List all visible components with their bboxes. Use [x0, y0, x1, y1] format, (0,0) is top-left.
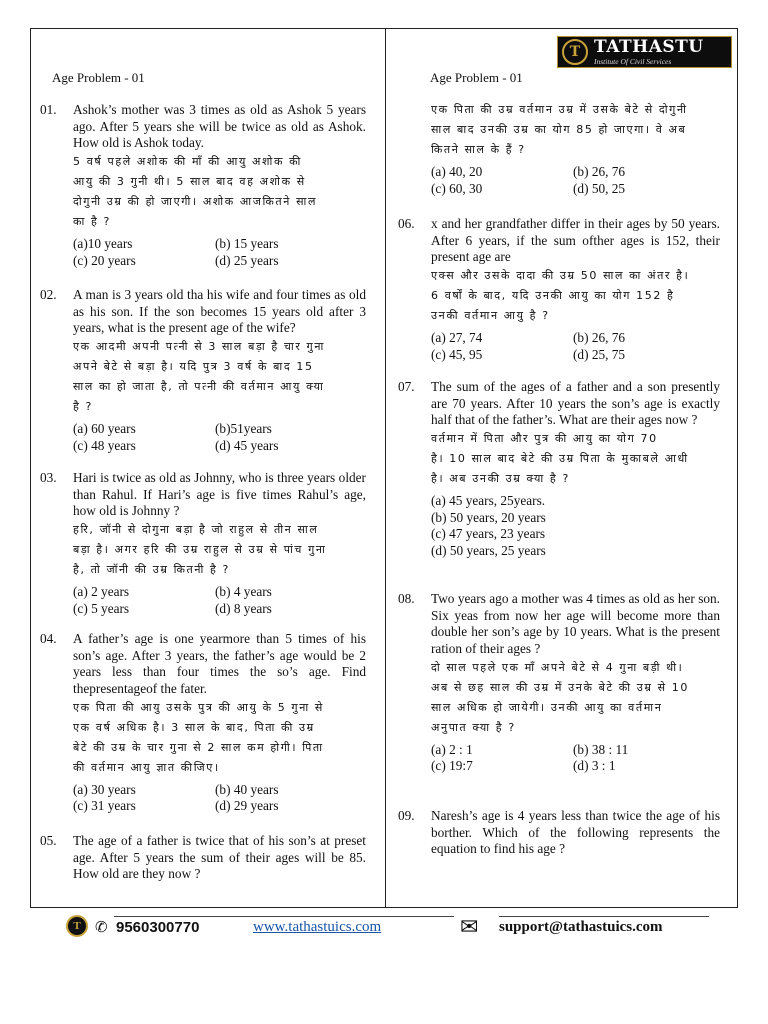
option-a: (a)10 years [73, 236, 133, 252]
question-text-hi: एक आदमी अपनी पत्नी से 3 साल बड़ा है चार गुना अपने बेटे से बड़ा है। यदि पुत्र 3 वर्ष के बाद 15 साल का हो जाता है, तो पत्नी की वर्तमान आयु क्या है ? [73, 340, 325, 414]
options-list [431, 742, 720, 775]
option-c: (c) 60, 30 [431, 180, 483, 196]
question-05 [40, 833, 366, 883]
question-text-en: Hari is twice as old as Johnny, who is three years older than Rahul. If Hari’s age is five times Rahul’s age, how old is Johnny ? [73, 470, 366, 519]
question-text-hi: एक पिता की आयु उसके पुत्र की आयु के 5 गुना से एक वर्ष अधिक है। 3 साल के बाद, पिता की उम्र बेटे की उम्र के चार गुना से 2 साल कम होगी। पिता की वर्तमान आयु ज्ञात कीजिए। [73, 700, 324, 774]
footer-email[interactable]: support@tathastuics.com [499, 919, 663, 935]
option-d: (d) 50 years, 25 years [431, 542, 546, 558]
option-a: (a) 60 years [73, 421, 136, 437]
question-06 [398, 216, 720, 363]
question-number: 05. [40, 833, 57, 848]
question-text-hi: दो साल पहले एक माँ अपने बेटे से 4 गुना बड़ी थी। अब से छह साल की उम्र में उनके बेटे की उम्र से 10 साल अधिक हो जायेगी। उनकी आयु का वर्तमान अनुपात क्या है ? [431, 660, 689, 734]
question-text-hi: एक्स और उसके दादा की उम्र 50 साल का अंतर है। 6 वर्षों के बाद, यदि उनकी आयु का योग 152 है उनकी वर्तमान आयु है ? [431, 269, 690, 323]
option-d: (d) 50, 25 [573, 180, 626, 196]
option-a: (a) 45 years, 25years. [431, 493, 546, 509]
question-number: 08. [398, 591, 415, 606]
question-07 [398, 379, 720, 559]
option-b: (b) 38 : 11 [573, 741, 629, 757]
question-09 [398, 808, 720, 858]
left-column-title: Age Problem - 01 [52, 70, 145, 85]
option-a: (a) 30 years [73, 781, 136, 797]
option-c: (c) 31 years [73, 798, 136, 814]
option-b: (b) 15 years [215, 236, 279, 252]
question-text-en: x and her grandfather differ in their ages by 50 years. After 6 years, if the sum ofther ages is 152, their present age are [431, 216, 720, 265]
option-c: (c) 19:7 [431, 758, 473, 774]
question-number: 04. [40, 631, 57, 646]
question-number: 01. [40, 102, 57, 117]
options-list [73, 421, 366, 454]
question-text-hi: 5 वर्ष पहले अशोक की माँ की आयु अशोक की आयु की 3 गुनी थी। 5 साल बाद वह अशोक से दोगुनी उम्र की हो जाएगी। अशोक आजकितने साल का है ? [73, 155, 318, 229]
option-a: (a) 2 : 1 [431, 741, 473, 757]
option-b: (b) 26, 76 [573, 164, 626, 179]
right-column-title: Age Problem - 01 [430, 70, 523, 85]
phone-icon: ✆ [95, 918, 108, 936]
footer-rule-right [499, 916, 709, 917]
envelope-icon: ✉ [460, 915, 479, 940]
question-number: 06. [398, 216, 415, 231]
question-text-en: The age of a father is twice that of his son’s at preset age. After 5 years the sum of their ages will be 85. How old are they now ? [73, 833, 366, 882]
question-text-hi: एक पिता की उम्र वर्तमान उम्र में उसके बेटे से दोगुनी साल बाद उनकी उम्र का योग 85 हो जाएगा। वे अब कितने साल के हैं ? [431, 103, 688, 156]
option-d: (d) 25, 75 [573, 346, 626, 362]
page-footer [62, 912, 712, 944]
column-divider [385, 28, 386, 908]
option-a: (a) 2 years [73, 584, 130, 600]
footer-website-link[interactable]: www.tathastuics.com [253, 919, 382, 935]
option-b: (b) 26, 76 [573, 330, 626, 346]
option-d: (d) 29 years [215, 798, 279, 814]
question-number: 02. [40, 287, 57, 302]
question-number: 03. [40, 470, 57, 485]
option-a: (a) 27, 74 [431, 330, 483, 346]
question-text-hi: हरि, जॉनी से दोगुना बड़ा है जो राहुल से तीन साल बड़ा है। अगर हरि की उम्र राहुल से उम्र से पांच गुना है, तो जॉनी की उम्र कितनी है ? [73, 523, 327, 577]
question-text-en: Naresh’s age is 4 years less than twice the age of his borther. Which of the following represents the equation to find his age ? [431, 808, 720, 857]
footer-logo-icon: T [66, 915, 88, 937]
option-c: (c) 45, 95 [431, 346, 483, 362]
option-c: (c) 47 years, 23 years [431, 526, 546, 542]
logo-emblem-icon: T [562, 39, 588, 65]
option-b: (b) 40 years [215, 781, 279, 797]
question-text-en: The sum of the ages of a father and a son presently are 70 years. After 10 years the son’s age is exactly half that of the father’s. What are their ages now ? [431, 379, 720, 428]
question-03 [40, 470, 366, 617]
question-04 [40, 631, 366, 815]
option-c: (c) 48 years [73, 437, 136, 453]
question-number: 07. [398, 379, 415, 394]
brand-logo [557, 36, 732, 68]
options-list [431, 164, 720, 197]
question-text-en: A father’s age is one yearmore than 5 times of his son’s age. After 3 years, the father’s age would be 2 years less than four times the so’s age. Find thepresentageof the fater. [73, 631, 366, 697]
footer-phone: 9560300770 [116, 919, 200, 936]
option-d: (d) 3 : 1 [573, 758, 616, 774]
option-b: (b) 50 years, 20 years [431, 509, 546, 525]
footer-rule-left [114, 916, 454, 917]
option-b: (b)51years [215, 421, 272, 437]
question-number: 09. [398, 808, 415, 823]
question-text-en: Two years ago a mother was 4 times as old as her son. Six yeas from now her age will become more than double her son’s age by 10 years. What is the present ration of their ages ? [431, 591, 720, 657]
question-text-hi: वर्तमान में पिता और पुत्र की आयु का योग 70 है। 10 साल बाद बेटे की उम्र पिता के मुकाबले आधी है। अब उनकी उम्र क्या है ? [431, 432, 689, 486]
options-list [73, 236, 366, 269]
option-d: (d) 25 years [215, 252, 279, 268]
options-list [431, 493, 720, 559]
option-c: (c) 20 years [73, 252, 136, 268]
question-02 [40, 287, 366, 454]
options-list [73, 584, 366, 617]
question-05-continued [398, 100, 720, 197]
option-c: (c) 5 years [73, 600, 130, 616]
question-text-en: Ashok’s mother was 3 times as old as Ashok 5 years ago. After 5 years she will be twice as old as Ashok. How old is Ashok today. [73, 102, 366, 151]
question-08 [398, 591, 720, 775]
option-d: (d) 45 years [215, 437, 279, 453]
question-text-en: A man is 3 years old tha his wife and four times as old as his son. If the son becomes 15 years old after 3 years, what is the present age of the wife? [73, 287, 366, 336]
option-d: (d) 8 years [215, 600, 272, 616]
brand-tagline: Institute Of Civil Services [594, 56, 672, 66]
options-list [431, 330, 720, 363]
brand-name: TATHASTU [594, 36, 704, 57]
question-01 [40, 102, 366, 269]
options-list [73, 782, 366, 815]
option-a: (a) 40, 20 [431, 164, 483, 179]
option-b: (b) 4 years [215, 584, 272, 600]
